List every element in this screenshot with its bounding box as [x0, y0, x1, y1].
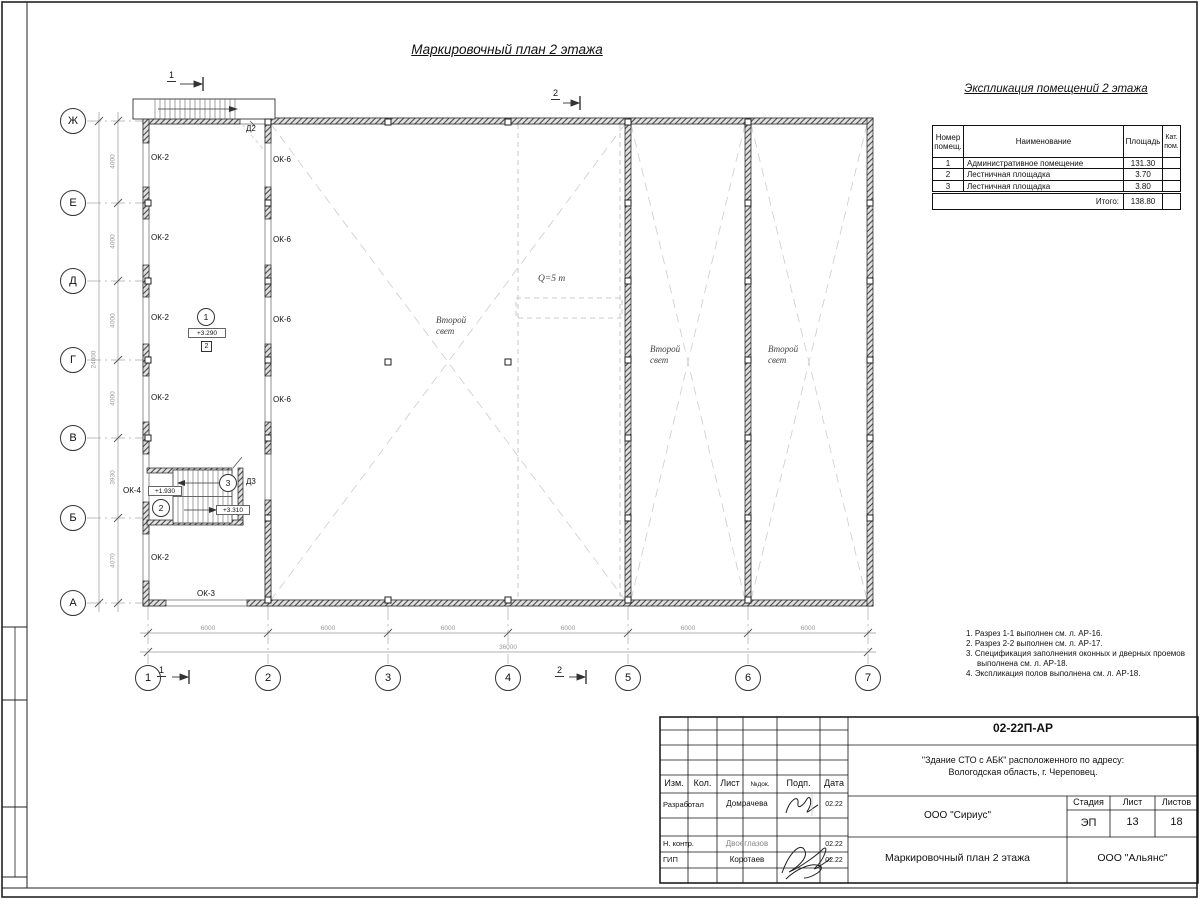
crane-capacity-label: Q=5 т — [538, 274, 566, 284]
table-row — [933, 169, 1181, 181]
room-number-marker: 2 — [152, 499, 170, 517]
grid-axis-row-d: Д — [60, 268, 86, 294]
tb-sheet-number: 13 — [1126, 816, 1139, 828]
tb-date-ncontrol: 02.22 — [825, 841, 843, 848]
column-markers — [145, 119, 873, 603]
note-item: 2. Разрез 2-2 выполнен см. л. АР-17. — [966, 639, 1103, 648]
window-label-ok6: ОК-6 — [273, 235, 291, 244]
tb-org-sirius: ООО "Сириус" — [923, 810, 992, 821]
tb-col-ndok: №док. — [750, 781, 770, 788]
dim-left-total: 24000 — [90, 350, 98, 369]
project-name-line2: Вологодская область, г. Череповец. — [948, 767, 1098, 777]
tb-date-developed: 02.22 — [825, 801, 843, 808]
room-number: 1 — [933, 158, 964, 169]
window-label-ok6: ОК-6 — [273, 395, 291, 404]
window-label-ok4: ОК-4 — [123, 486, 141, 495]
col-header-area: Площадь — [1124, 126, 1163, 158]
dim-left-6: 4070 — [109, 553, 117, 568]
grid-axis-row-v: В — [60, 425, 86, 451]
total-value: 138.80 — [1124, 193, 1163, 210]
tb-org-alliance: ООО "Альянс" — [1097, 852, 1168, 864]
dim-bottom-6: 6000 — [800, 625, 816, 632]
dim-left-5: 3930 — [109, 470, 117, 485]
tb-col-izm: Изм. — [664, 778, 684, 788]
room-level-mark: +3.290 — [188, 328, 226, 338]
note-item: 1. Разрез 1-1 выполнен см. л. АР-16. — [966, 629, 1103, 638]
table-total-row — [933, 193, 1181, 210]
dim-bottom-1: 6000 — [200, 625, 216, 632]
explication-table — [932, 125, 1181, 210]
dim-left-1: 4000 — [109, 154, 117, 169]
tb-stage-value: ЭП — [1080, 817, 1097, 829]
dim-bottom-4: 6000 — [560, 625, 576, 632]
tb-col-podp: Подп. — [786, 778, 811, 788]
tb-role-developed: Разработал — [663, 800, 704, 809]
grid-axis-col-7: 7 — [855, 665, 881, 691]
tb-name-developed: Домрачева — [726, 799, 768, 808]
tb-role-gip: ГИП — [663, 855, 678, 864]
dim-bottom-5: 6000 — [680, 625, 696, 632]
tb-list-label: Лист — [1122, 797, 1143, 807]
note-item: 3. Спецификация заполнения оконных и дверных проемов выполнена см. л. АР-18. — [966, 649, 1185, 668]
tb-drawing-title: Маркировочный план 2 этажа — [885, 852, 1030, 864]
grid-axis-row-g: Г — [60, 347, 86, 373]
stair-level-mark: +1.930 — [148, 486, 182, 496]
section-mark-1: 1 — [169, 70, 175, 80]
grid-axis-col-2: 2 — [255, 665, 281, 691]
document-number: 02-22П-АР — [993, 721, 1053, 735]
dim-bottom-2: 6000 — [320, 625, 336, 632]
drawing-notes — [966, 629, 1200, 679]
second-light-label: Второй свет — [650, 344, 681, 365]
tb-date-gip: 02.22 — [825, 857, 843, 864]
window-label-ok2: ОК-2 — [151, 153, 169, 162]
grid-axis-row-e: Е — [60, 190, 86, 216]
room-category — [1163, 181, 1181, 193]
grid-axis-row-zh: Ж — [60, 108, 86, 134]
project-name-line1: "Здание СТО с АБК" расположенного по адресу: — [921, 755, 1125, 765]
stair-level-mark: +3.310 — [216, 505, 250, 515]
room-category — [1163, 169, 1181, 181]
crane-runway-lines — [516, 124, 622, 600]
plan-title: Маркировочный план 2 этажа — [411, 42, 603, 57]
dimension-lines — [99, 112, 876, 652]
section-cut-marks — [172, 77, 586, 684]
grid-axis-col-6: 6 — [735, 665, 761, 691]
external-stair — [133, 99, 275, 119]
tb-stage-label: Стадия — [1073, 797, 1104, 807]
window-label-ok2: ОК-2 — [151, 393, 169, 402]
window-label-ok2: ОК-2 — [151, 233, 169, 242]
grid-axis-row-a: А — [60, 590, 86, 616]
door-label-d2: Д2 — [246, 124, 256, 133]
dim-left-3: 4000 — [109, 313, 117, 328]
window-label-ok6: ОК-6 — [273, 315, 291, 324]
tb-col-kol: Кол. — [693, 778, 712, 788]
room-name: Лестничная площадка — [964, 181, 1124, 193]
tb-col-list: Лист — [720, 778, 740, 788]
room-name: Административное помещение — [964, 158, 1124, 169]
grid-axis-col-3: 3 — [375, 665, 401, 691]
second-light-label: Второй свет — [768, 344, 799, 365]
grid-axis-row-b: Б — [60, 505, 86, 531]
dimension-ticks — [95, 117, 872, 656]
section-mark-2: 2 — [553, 88, 559, 98]
room-number-marker: 1 — [197, 308, 215, 326]
grid-axis-col-5: 5 — [615, 665, 641, 691]
window-label-ok2: ОК-2 — [151, 553, 169, 562]
dim-left-2: 4000 — [109, 234, 117, 249]
window-label-ok6: ОК-6 — [273, 155, 291, 164]
door-label-d3: Д3 — [246, 477, 256, 486]
window-label-ok3: ОК-3 — [197, 589, 215, 598]
note-item: 4. Экспликация полов выполнена см. л. АР-18. — [966, 669, 1141, 678]
grid-axis-col-1: 1 — [135, 665, 161, 691]
table-row — [933, 181, 1181, 193]
room-number-marker: 3 — [219, 474, 237, 492]
room-type-marker: 2 — [201, 341, 212, 352]
tb-col-data: Дата — [824, 778, 844, 788]
second-light-label: Второй свет — [436, 315, 467, 336]
section-mark-2: 2 — [557, 665, 563, 675]
dim-bottom-total: 36000 — [498, 644, 518, 651]
tb-name-gip: Коротаев — [729, 855, 765, 864]
room-category — [1163, 158, 1181, 169]
col-header-category: Кат. пом. — [1163, 126, 1181, 158]
room-name: Лестничная площадка — [964, 169, 1124, 181]
section-mark-1: 1 — [159, 665, 165, 675]
total-label: Итого: — [933, 193, 1124, 210]
room-number: 3 — [933, 181, 964, 193]
tb-sheets-total: 18 — [1170, 816, 1183, 828]
window-label-ok2: ОК-2 — [151, 313, 169, 322]
room-area: 3.80 — [1124, 181, 1163, 193]
grid-axis-col-4: 4 — [495, 665, 521, 691]
table-row — [933, 158, 1181, 169]
col-header-name: Наименование — [964, 126, 1124, 158]
door-marks — [233, 121, 264, 468]
dim-bottom-3: 6000 — [440, 625, 456, 632]
explication-title: Экспликация помещений 2 этажа — [964, 83, 1148, 95]
room-area: 3.70 — [1124, 169, 1163, 181]
tb-listov-label: Листов — [1161, 797, 1192, 807]
col-header-number: Номер помещ. — [933, 126, 964, 158]
tb-name-ncontrol: Двоеглазов — [725, 839, 769, 848]
dim-left-4: 4000 — [109, 391, 117, 406]
room-number: 2 — [933, 169, 964, 181]
tb-role-ncontrol: Н. контр. — [663, 839, 694, 848]
room-area: 131.30 — [1124, 158, 1163, 169]
